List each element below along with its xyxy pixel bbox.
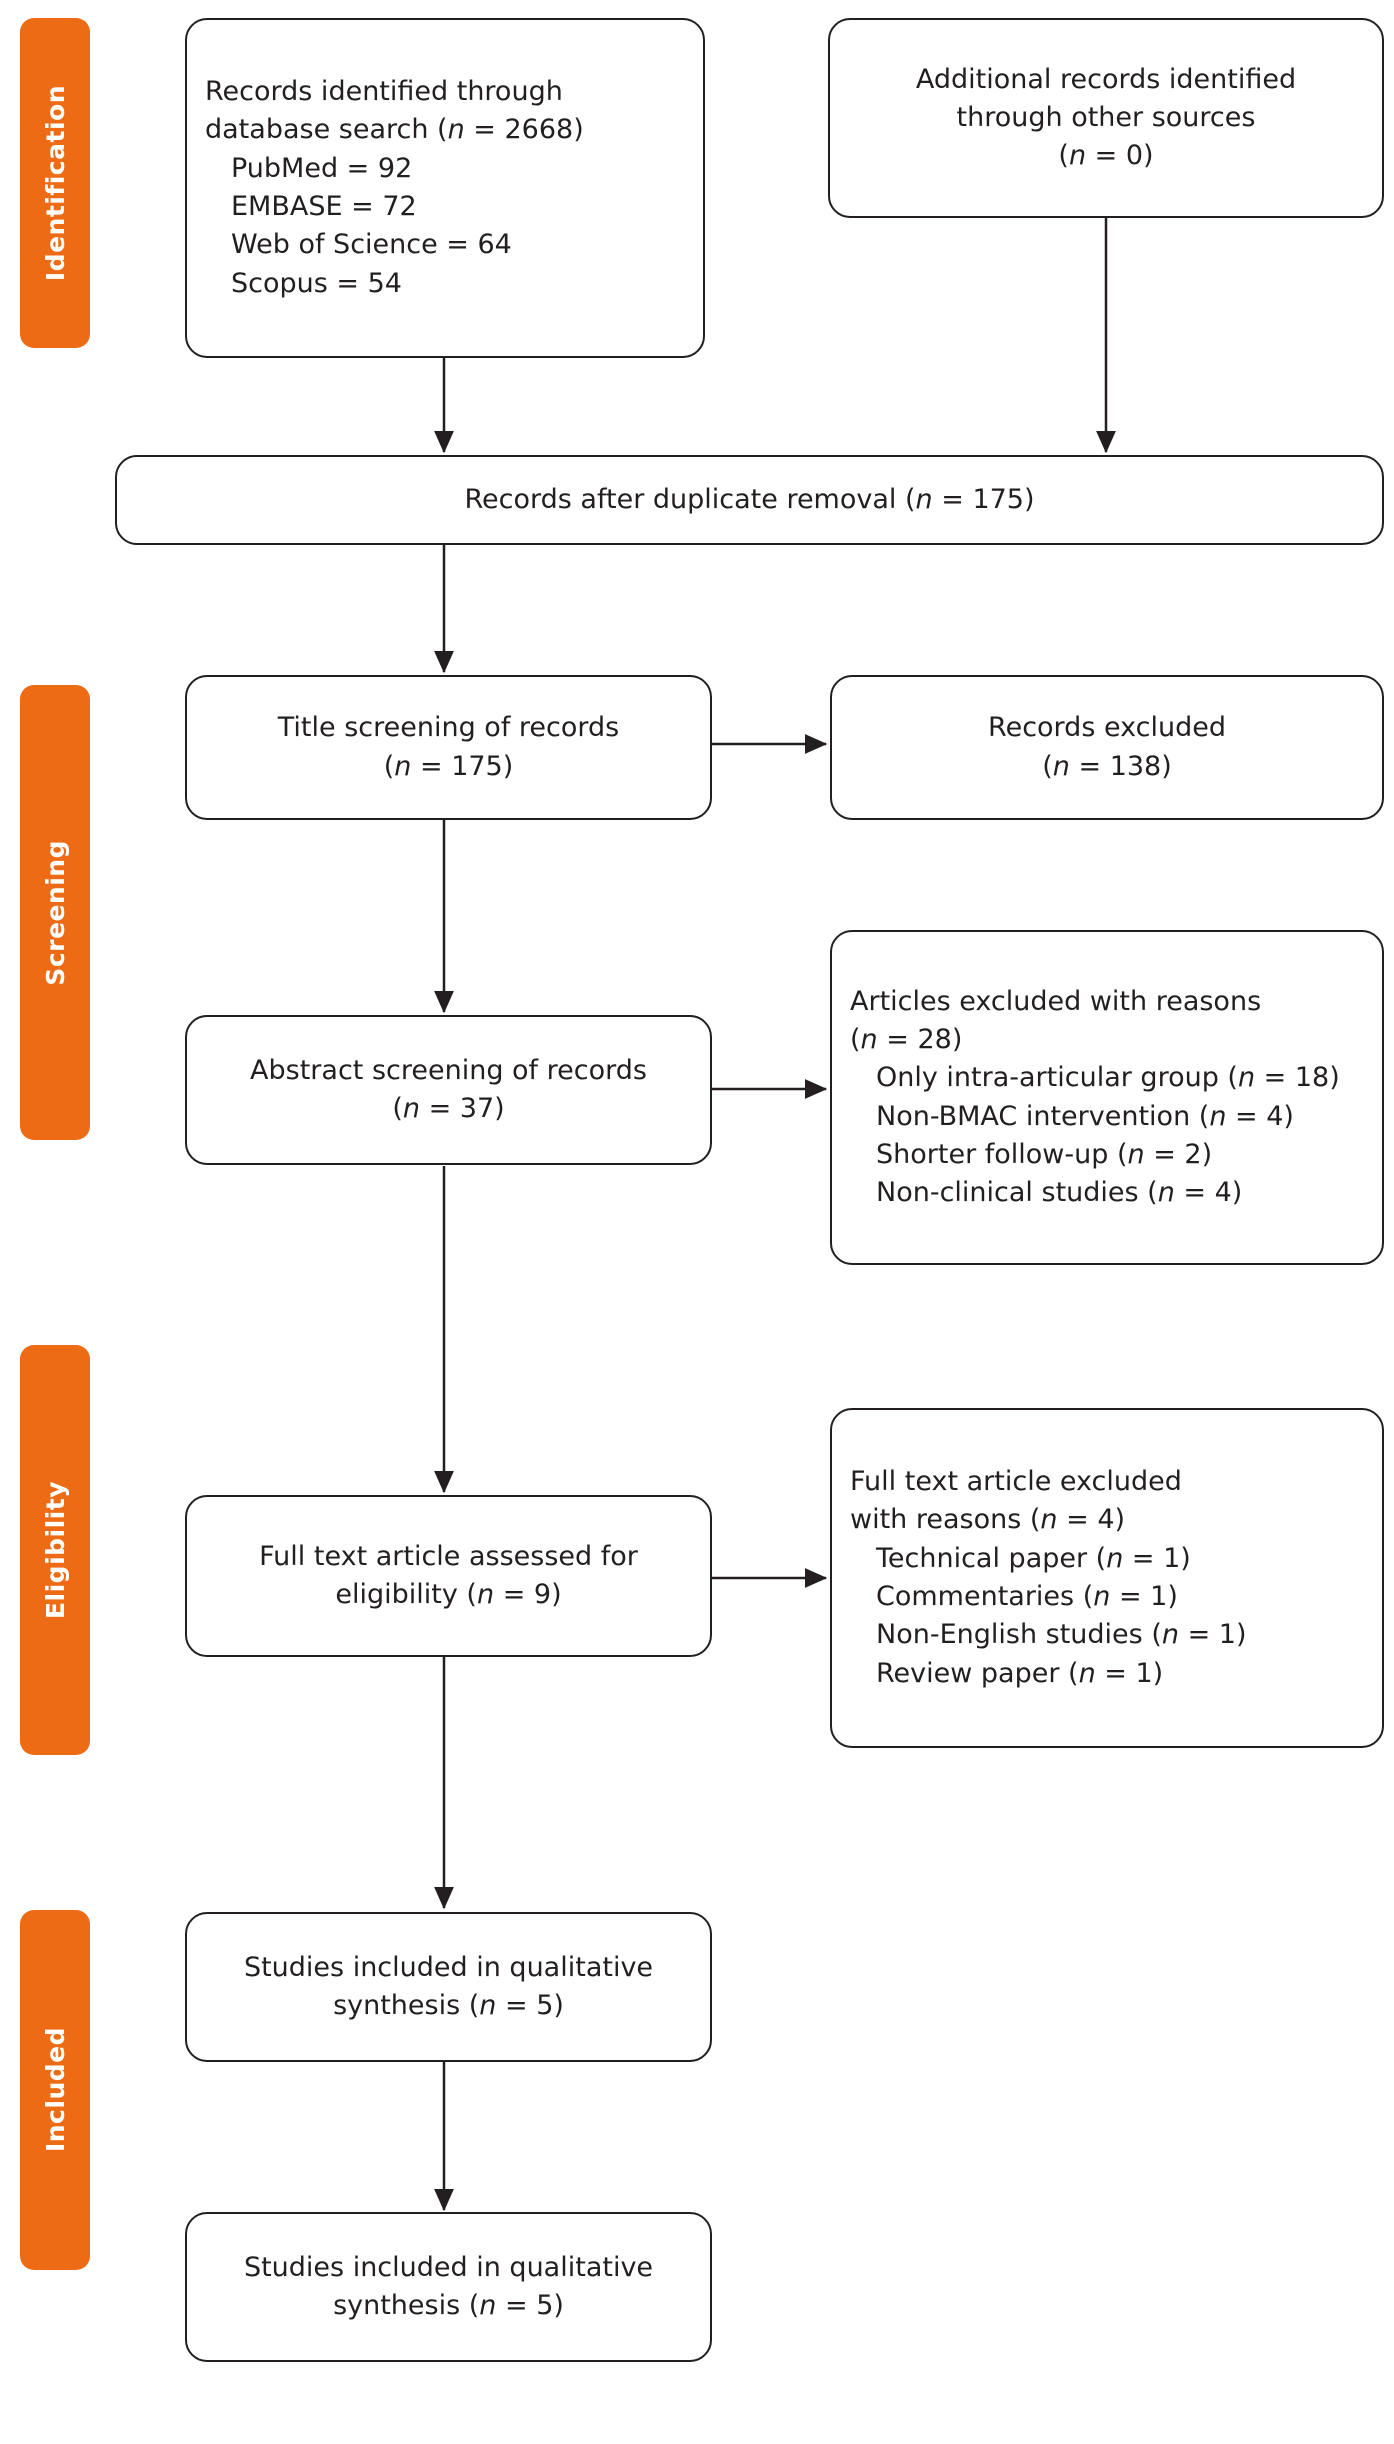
box-line: EMBASE = 72 [231, 191, 417, 222]
box-line: (n = 175) [383, 750, 514, 782]
box-line: Scopus = 54 [231, 267, 402, 299]
box-line: eligibility (n = 9) [335, 1579, 562, 1610]
box-line: synthesis (n = 5) [333, 2290, 564, 2321]
stage-label-eligibility-text: Eligibility [40, 1480, 70, 1620]
stage-label-screening-text: Screening [40, 839, 70, 986]
box-line: PubMed = 92 [231, 152, 413, 184]
box-line: (n = 37) [392, 1093, 505, 1124]
box-line: Shorter follow-up (n = 2) [876, 1138, 1213, 1170]
box-line: Abstract screening of records [250, 1054, 647, 1086]
box-records-excluded [830, 675, 1384, 820]
box-line: through other sources [956, 101, 1256, 133]
box-full-text-assessed [185, 1495, 712, 1657]
stage-label-identification-text: Identification [40, 84, 70, 282]
box-abstract-screening [185, 1015, 712, 1165]
box-line: Articles excluded with reasons [850, 985, 1262, 1017]
box-line: Full text article assessed for [259, 1540, 638, 1572]
box-line: Title screening of records [277, 712, 620, 744]
box-line: Additional records identified [915, 63, 1297, 95]
box-line: Records after duplicate removal (n = 175) [464, 483, 1035, 515]
box-full-text-excluded [830, 1408, 1384, 1748]
box-qualitative-synthesis-1 [185, 1912, 712, 2062]
box-line: Non-BMAC intervention (n = 4) [876, 1100, 1294, 1132]
box-qualitative-synthesis-2 [185, 2212, 712, 2362]
box-line: Review paper (n = 1) [876, 1657, 1164, 1689]
box-line: Studies included in qualitative [243, 1951, 654, 1983]
box-line: Only intra-articular group (n = 18) [876, 1062, 1340, 1094]
box-line: Web of Science = 64 [231, 229, 512, 261]
box-line: Records excluded [988, 712, 1226, 744]
box-line: database search (n = 2668) [205, 114, 584, 146]
box-records-after-duplicate-removal [115, 455, 1384, 545]
stage-label-included-text: Included [40, 2027, 70, 2153]
box-line: Full text article excluded [850, 1466, 1182, 1498]
box-line: Non-English studies (n = 1) [876, 1619, 1247, 1651]
stage-label-identification [20, 18, 90, 348]
stage-label-included [20, 1910, 90, 2270]
box-line: (n = 0) [1058, 140, 1154, 172]
box-title-screening [185, 675, 712, 820]
box-line: Non-clinical studies (n = 4) [876, 1177, 1243, 1209]
box-line: Studies included in qualitative [243, 2251, 654, 2283]
box-records-identified [185, 18, 705, 358]
box-line: synthesis (n = 5) [333, 1990, 564, 2021]
box-articles-excluded-with-reasons [830, 930, 1384, 1265]
box-line: Technical paper (n = 1) [876, 1542, 1191, 1574]
box-line: with reasons (n = 4) [850, 1504, 1126, 1536]
box-line: Commentaries (n = 1) [876, 1581, 1178, 1612]
box-additional-records [828, 18, 1384, 218]
box-line: (n = 138) [1042, 750, 1172, 782]
box-line: Records identified through [205, 76, 563, 108]
stage-label-eligibility [20, 1345, 90, 1755]
box-line: (n = 28) [850, 1023, 963, 1055]
stage-label-screening [20, 685, 90, 1140]
